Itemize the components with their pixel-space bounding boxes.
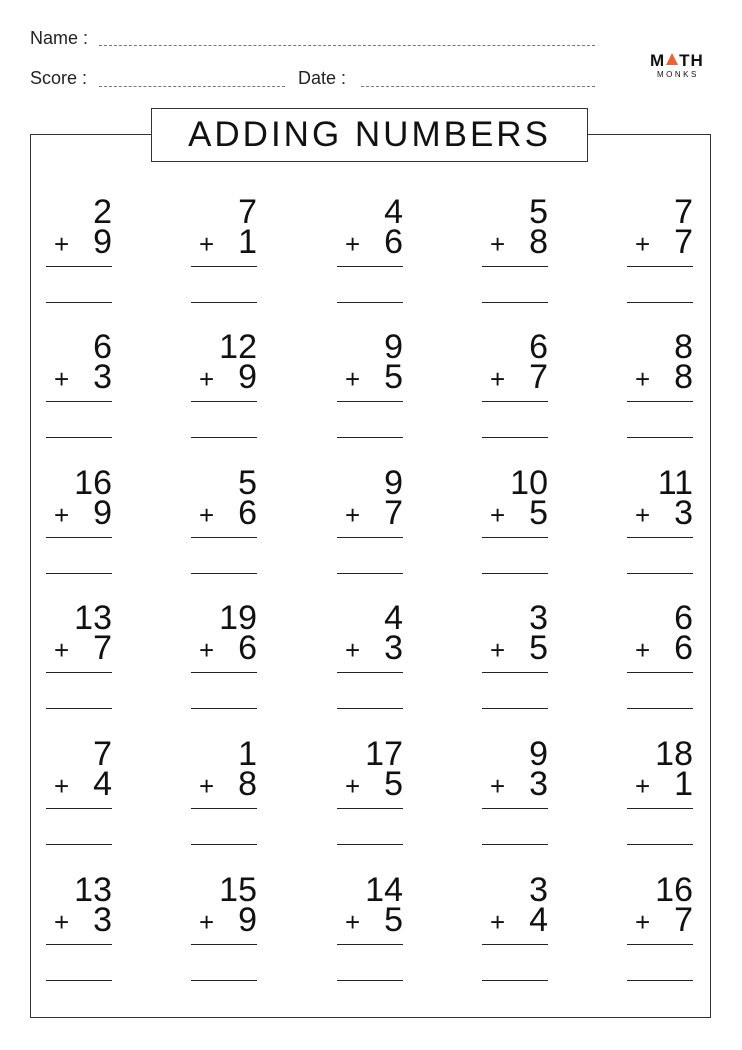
worksheet-title: ADDING NUMBERS (151, 108, 588, 162)
top-number: 15 (219, 871, 257, 909)
plus-operator: + (345, 500, 361, 530)
bottom-number: 5 (384, 358, 403, 396)
name-field[interactable] (99, 45, 595, 46)
top-number: 5 (238, 464, 257, 502)
bottom-row (337, 223, 403, 263)
plus-operator: + (490, 364, 506, 394)
answer-line[interactable] (191, 573, 257, 574)
bottom-row (627, 494, 693, 534)
sum-rule (191, 401, 257, 402)
bottom-number: 1 (238, 223, 257, 261)
addition-problem (191, 328, 257, 444)
answer-line[interactable] (627, 437, 693, 438)
plus-operator: + (54, 229, 70, 259)
bottom-number: 7 (384, 494, 403, 532)
top-number: 4 (384, 193, 403, 231)
sum-rule (46, 808, 112, 809)
plus-operator: + (199, 771, 215, 801)
plus-operator: + (54, 771, 70, 801)
plus-operator: + (635, 364, 651, 394)
plus-operator: + (490, 907, 506, 937)
bottom-row (482, 629, 548, 669)
addition-problem (627, 871, 693, 987)
bottom-row (46, 901, 112, 941)
answer-line[interactable] (482, 844, 548, 845)
score-field[interactable] (99, 86, 285, 87)
bottom-number: 7 (674, 223, 693, 261)
bottom-number: 5 (529, 629, 548, 667)
bottom-row (482, 901, 548, 941)
name-label: Name : (30, 28, 89, 48)
top-number: 10 (510, 464, 548, 502)
top-number: 4 (384, 599, 403, 637)
sum-rule (191, 266, 257, 267)
addition-problem (46, 871, 112, 987)
plus-operator: + (199, 364, 215, 394)
sum-rule (191, 537, 257, 538)
plus-operator: + (54, 907, 70, 937)
top-number: 14 (365, 871, 403, 909)
bottom-number: 3 (384, 629, 403, 667)
bottom-number: 7 (674, 901, 693, 939)
top-number: 7 (93, 735, 112, 773)
bottom-number: 3 (674, 494, 693, 532)
bottom-row (46, 765, 112, 805)
logo-text-left: M (650, 51, 666, 70)
bottom-row (482, 494, 548, 534)
addition-problem (337, 871, 403, 987)
answer-line[interactable] (482, 302, 548, 303)
top-number: 9 (384, 464, 403, 502)
answer-line[interactable] (627, 980, 693, 981)
bottom-row (191, 901, 257, 941)
top-number: 11 (657, 464, 693, 502)
sum-rule (46, 266, 112, 267)
plus-operator: + (54, 500, 70, 530)
answer-line[interactable] (627, 302, 693, 303)
top-number: 16 (655, 871, 693, 909)
sum-rule (337, 266, 403, 267)
top-number: 8 (674, 328, 693, 366)
top-number: 1 (238, 735, 257, 773)
bottom-row (46, 358, 112, 398)
sum-rule (482, 672, 548, 673)
bottom-row (627, 901, 693, 941)
bottom-row (482, 765, 548, 805)
sum-rule (627, 672, 693, 673)
answer-line[interactable] (337, 980, 403, 981)
sum-rule (482, 808, 548, 809)
bottom-row (191, 358, 257, 398)
top-number: 5 (529, 193, 548, 231)
sum-rule (337, 672, 403, 673)
addition-problem (46, 599, 112, 715)
bottom-number: 9 (93, 223, 112, 261)
bottom-number: 5 (384, 765, 403, 803)
sum-rule (46, 537, 112, 538)
bottom-number: 3 (93, 358, 112, 396)
date-field[interactable] (361, 86, 595, 87)
plus-operator: + (199, 229, 215, 259)
sum-rule (337, 944, 403, 945)
bottom-number: 4 (93, 765, 112, 803)
addition-problem (191, 464, 257, 580)
bottom-number: 6 (674, 629, 693, 667)
sum-rule (627, 266, 693, 267)
bottom-row (337, 358, 403, 398)
top-number: 17 (365, 735, 403, 773)
answer-line[interactable] (337, 573, 403, 574)
sum-rule (627, 401, 693, 402)
top-number: 13 (74, 871, 112, 909)
addition-problem (627, 193, 693, 309)
plus-operator: + (345, 229, 361, 259)
answer-line[interactable] (482, 573, 548, 574)
bottom-number: 6 (238, 629, 257, 667)
addition-problem (191, 599, 257, 715)
bottom-number: 1 (674, 765, 693, 803)
plus-operator: + (635, 771, 651, 801)
answer-line[interactable] (191, 844, 257, 845)
bottom-number: 8 (238, 765, 257, 803)
plus-operator: + (635, 229, 651, 259)
bottom-row (482, 223, 548, 263)
answer-line[interactable] (46, 708, 112, 709)
sum-rule (627, 537, 693, 538)
bottom-row (482, 358, 548, 398)
addition-problem (337, 735, 403, 851)
answer-line[interactable] (337, 302, 403, 303)
sum-rule (46, 401, 112, 402)
answer-line[interactable] (191, 302, 257, 303)
bottom-number: 3 (529, 765, 548, 803)
addition-problem (482, 599, 548, 715)
top-number: 3 (529, 599, 548, 637)
addition-problem (46, 328, 112, 444)
addition-problem (482, 735, 548, 851)
addition-problem (46, 464, 112, 580)
bottom-row (191, 494, 257, 534)
bottom-number: 9 (238, 901, 257, 939)
logo-text-right: TH (679, 51, 704, 70)
bottom-number: 7 (529, 358, 548, 396)
addition-problem (482, 871, 548, 987)
answer-line[interactable] (46, 437, 112, 438)
sum-rule (337, 401, 403, 402)
top-number: 6 (529, 328, 548, 366)
answer-line[interactable] (337, 844, 403, 845)
answer-line[interactable] (627, 708, 693, 709)
answer-line[interactable] (46, 573, 112, 574)
bottom-row (627, 629, 693, 669)
top-number: 2 (93, 193, 112, 231)
bottom-row (627, 223, 693, 263)
top-number: 16 (74, 464, 112, 502)
bottom-row (191, 223, 257, 263)
plus-operator: + (490, 635, 506, 665)
addition-problem (191, 193, 257, 309)
top-number: 7 (674, 193, 693, 231)
sum-rule (482, 401, 548, 402)
addition-problem (482, 328, 548, 444)
answer-line[interactable] (191, 980, 257, 981)
plus-operator: + (54, 635, 70, 665)
plus-operator: + (345, 771, 361, 801)
bottom-number: 9 (93, 494, 112, 532)
sum-rule (482, 537, 548, 538)
bottom-row (46, 494, 112, 534)
answer-line[interactable] (337, 437, 403, 438)
score-label: Score : (30, 68, 88, 88)
answer-line[interactable] (482, 708, 548, 709)
bottom-number: 3 (93, 901, 112, 939)
addition-problem (627, 735, 693, 851)
plus-operator: + (635, 635, 651, 665)
addition-problem (191, 871, 257, 987)
date-label: Date : (298, 68, 347, 88)
plus-operator: + (345, 907, 361, 937)
bottom-number: 5 (384, 901, 403, 939)
answer-line[interactable] (482, 437, 548, 438)
addition-problem (627, 599, 693, 715)
bottom-row (191, 629, 257, 669)
answer-line[interactable] (627, 573, 693, 574)
sum-rule (337, 537, 403, 538)
addition-problem (191, 735, 257, 851)
addition-problem (627, 328, 693, 444)
top-number: 9 (529, 735, 548, 773)
sum-rule (191, 672, 257, 673)
sum-rule (627, 944, 693, 945)
addition-problem (337, 599, 403, 715)
top-number: 13 (74, 599, 112, 637)
top-number: 3 (529, 871, 548, 909)
answer-line[interactable] (482, 980, 548, 981)
plus-operator: + (345, 635, 361, 665)
bottom-row (337, 765, 403, 805)
answer-line[interactable] (191, 437, 257, 438)
sum-rule (46, 672, 112, 673)
bottom-number: 7 (93, 629, 112, 667)
top-number: 12 (219, 328, 257, 366)
plus-operator: + (490, 229, 506, 259)
addition-problem (46, 735, 112, 851)
plus-operator: + (490, 771, 506, 801)
bottom-number: 5 (529, 494, 548, 532)
addition-problem (337, 328, 403, 444)
logo-subtext: MONKS (657, 70, 699, 79)
plus-operator: + (345, 364, 361, 394)
addition-problem (627, 464, 693, 580)
bottom-row (46, 223, 112, 263)
sum-rule (191, 808, 257, 809)
bottom-row (337, 901, 403, 941)
plus-operator: + (490, 500, 506, 530)
plus-operator: + (54, 364, 70, 394)
addition-problem (482, 193, 548, 309)
bottom-row (46, 629, 112, 669)
bottom-number: 6 (384, 223, 403, 261)
bottom-number: 6 (238, 494, 257, 532)
sum-rule (482, 944, 548, 945)
plus-operator: + (199, 635, 215, 665)
bottom-row (191, 765, 257, 805)
plus-operator: + (199, 500, 215, 530)
top-number: 19 (219, 599, 257, 637)
bottom-number: 8 (674, 358, 693, 396)
sum-rule (191, 944, 257, 945)
bottom-number: 9 (238, 358, 257, 396)
answer-line[interactable] (46, 980, 112, 981)
answer-line[interactable] (337, 708, 403, 709)
addition-problem (46, 193, 112, 309)
answer-line[interactable] (191, 708, 257, 709)
sum-rule (482, 266, 548, 267)
top-number: 6 (93, 328, 112, 366)
top-number: 6 (674, 599, 693, 637)
bottom-number: 4 (529, 901, 548, 939)
addition-problem (337, 464, 403, 580)
plus-operator: + (199, 907, 215, 937)
sum-rule (46, 944, 112, 945)
addition-problem (337, 193, 403, 309)
triangle-icon (666, 53, 678, 65)
top-number: 18 (655, 735, 693, 773)
bottom-row (627, 358, 693, 398)
answer-line[interactable] (46, 302, 112, 303)
sum-rule (337, 808, 403, 809)
plus-operator: + (635, 500, 651, 530)
plus-operator: + (635, 907, 651, 937)
math-monks-logo (650, 52, 720, 80)
top-number: 9 (384, 328, 403, 366)
answer-line[interactable] (46, 844, 112, 845)
bottom-row (627, 765, 693, 805)
bottom-number: 8 (529, 223, 548, 261)
top-number: 7 (238, 193, 257, 231)
addition-problem (482, 464, 548, 580)
bottom-row (337, 629, 403, 669)
bottom-row (337, 494, 403, 534)
answer-line[interactable] (627, 844, 693, 845)
sum-rule (627, 808, 693, 809)
